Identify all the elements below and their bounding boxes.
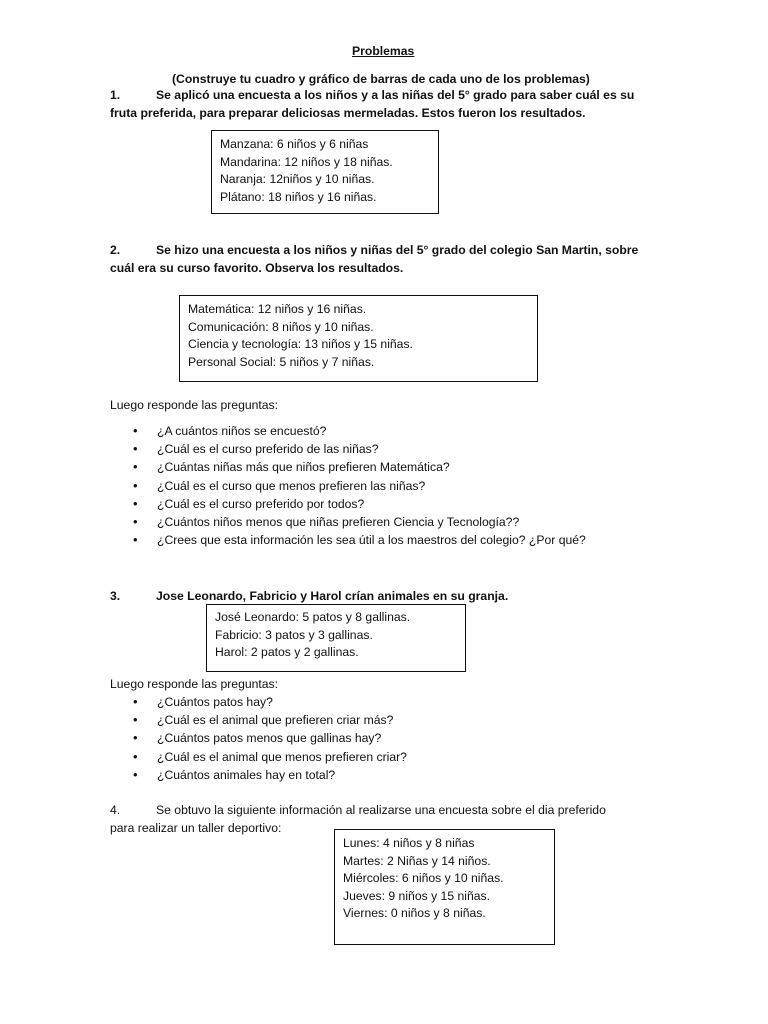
problem-2-line-1: 2. Se hizo una encuesta a los niños y niñas del 5° grado del colegio San Martin, sobre [110,243,639,257]
problem-2-data-item: Matemática: 12 niños y 16 niñas. [188,302,367,316]
problem-1-number: 1. [110,88,121,102]
question-item: • ¿Cuántos niños menos que niñas prefieren Ciencia y Tecnología?? [133,513,586,531]
problem-2-line-2: cuál era su curso favorito. Observa los resultados. [110,261,404,275]
question-item: • ¿Cuántos animales hay en total? [133,766,407,784]
question-item: • ¿Cuál es el animal que menos prefieren criar? [133,748,407,766]
problem-4-data-box [334,829,555,945]
problem-2-data-item: Ciencia y tecnología: 13 niños y 15 niñas. [188,337,413,351]
problem-3-questions-list [133,693,407,784]
problem-2-data-item: Personal Social: 5 niños y 7 niñas. [188,354,375,369]
problem-4-data-item: Miércoles: 6 niños y 10 niñas. [343,871,504,885]
problem-2-questions-list [133,422,586,549]
question-item: • ¿Cuántas niñas más que niños prefieren Matemática? [133,458,586,476]
problem-3-data-item: Fabricio: 3 patos y 3 gallinas. [215,627,373,642]
problem-4-number: 4. [110,803,121,817]
problem-4-line-2: para realizar un taller deportivo: [110,821,282,835]
problem-3-line-1: 3. Jose Leonardo, Fabricio y Harol crían animales en su granja. [110,589,509,603]
problem-3-data-item: José Leonardo: 5 patos y 8 gallinas. [215,610,411,624]
problem-3-data-box [206,604,466,672]
problem-1-line-1: 1. Se aplicó una encuesta a los niños y a las niñas del 5° grado para saber cuál es su [110,88,635,102]
problem-4-data-item: Martes: 2 Niñas y 14 niños. [343,853,491,868]
problem-1-data-item: Manzana: 6 niños y 6 niñas [220,137,369,151]
question-item: • ¿A cuántos niños se encuestó? [133,422,586,440]
problem-1-data-item: Plátano: 18 niños y 16 niñas. [220,189,377,204]
question-item: • ¿Cuál es el curso que menos prefieren las niñas? [133,477,586,495]
problem-4-data-item: Jueves: 9 niños y 15 niñas. [343,888,491,903]
problem-3-data-item: Harol: 2 patos y 2 gallinas. [215,645,359,659]
problem-1-data-item: Naranja: 12niños y 10 niñas. [220,172,375,186]
problem-1-line-2: fruta preferida, para preparar deliciosas mermeladas. Estos fueron los resultados. [110,106,586,120]
question-item: • ¿Cuántos patos menos que gallinas hay? [133,729,407,747]
page-title: Problemas [352,44,415,58]
problem-1-data-box [211,130,439,214]
problem-4-data-item: Lunes: 4 niños y 8 niñas [343,836,475,850]
problem-2-questions-intro: Luego responde las preguntas: [110,398,279,412]
question-item: • ¿Crees que esta información les sea útil a los maestros del colegio? ¿Por qué? [133,531,586,549]
problem-2-number: 2. [110,243,121,257]
problem-2-data-item: Comunicación: 8 niños y 10 niñas. [188,319,374,334]
problem-1-data-item: Mandarina: 12 niños y 18 niñas. [220,154,393,169]
problem-3-number: 3. [110,589,121,603]
problem-4-data-item: Viernes: 0 niños y 8 niñas. [343,906,486,920]
question-item: • ¿Cuántos patos hay? [133,693,407,711]
problem-3-questions-intro: Luego responde las preguntas: [110,677,279,691]
problem-4-line-1: 4. Se obtuvo la siguiente información al realizarse una encuesta sobre el dia preferido [110,803,606,817]
question-item: • ¿Cuál es el animal que prefieren criar más? [133,711,407,729]
page-subtitle: (Construye tu cuadro y gráfico de barras de cada uno de los problemas) [172,72,590,86]
question-item: • ¿Cuál es el curso preferido de las niñas? [133,440,586,458]
problem-2-data-box [179,295,538,382]
question-item: • ¿Cuál es el curso preferido por todos? [133,495,586,513]
